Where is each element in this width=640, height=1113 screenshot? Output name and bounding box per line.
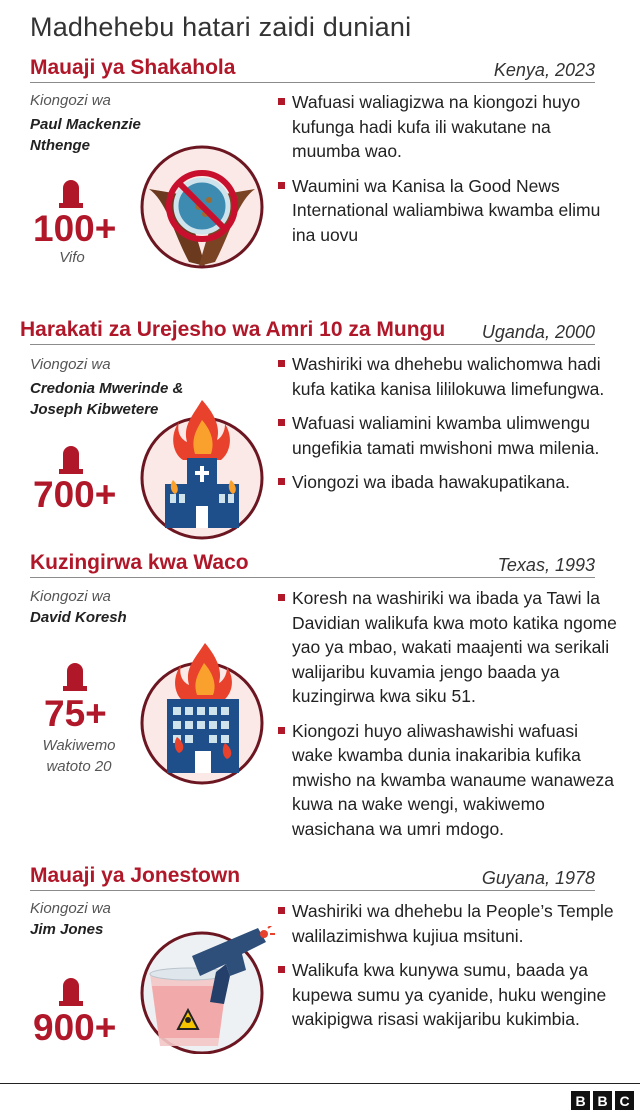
gravestone-icon: [62, 661, 88, 691]
gravestone-icon: [58, 444, 84, 474]
starving-hands-icon: [139, 144, 265, 270]
death-count-note-line-2: watoto 20: [46, 758, 112, 775]
poison-and-gun-icon: [130, 926, 275, 1054]
fact-list: [278, 352, 623, 505]
leader-name-line-1: David Koresh: [30, 609, 127, 626]
section-header: [30, 549, 595, 578]
leader-name-line-1: Jim Jones: [30, 921, 104, 938]
death-count: 75+: [44, 693, 107, 734]
death-count-note-line-1: Wakiwemo: [42, 737, 116, 754]
burning-building-icon: [139, 639, 265, 785]
fact-item: Washiriki wa dhehebu la People’s Temple walilazimishwa kujiua msituni.: [278, 899, 623, 948]
section-title: Mauaji ya Shakahola: [30, 56, 236, 79]
death-count: 900+: [33, 1007, 117, 1048]
fact-list: [278, 90, 623, 257]
leader-label: Kiongozi wa: [30, 900, 111, 917]
section-place-year: Uganda, 2000: [481, 322, 595, 342]
fact-item: Kiongozi huyo aliwashawishi wafuasi wake kwamba dunia inakaribia kufika mwisho na kwamba wanaume wanaweza kuwa na wake wengi, wakiwemo wasichana wa umri mdogo.: [278, 719, 623, 842]
fact-list: [278, 586, 623, 851]
bbc-logo: [571, 1091, 634, 1110]
section-place-year: Guyana, 1978: [481, 868, 595, 888]
section-header: [30, 862, 595, 891]
section-title: Mauaji ya Jonestown: [30, 864, 241, 887]
leader-label: Viongozi wa: [30, 356, 111, 373]
leader-name-line-2: Joseph Kibwetere: [30, 401, 159, 418]
death-count: 700+: [33, 474, 117, 515]
gravestone-icon: [58, 178, 84, 208]
leader-name-line-2: Nthenge: [30, 137, 90, 154]
bbc-logo-letter: C: [615, 1091, 634, 1110]
section-waco: [0, 549, 640, 869]
leader-label: Kiongozi wa: [30, 588, 111, 605]
section-place-year: Texas, 1993: [497, 555, 595, 575]
fact-item: Koresh na washiriki wa ibada ya Tawi la Davidian walikufa kwa moto katika ngome yao ya mbao, wakati maajenti wa serikali walijaribu kuvamia jengo baada ya kuzingirwa kwa siku 51.: [278, 586, 623, 709]
section-place-year: Kenya, 2023: [493, 60, 595, 80]
fact-item: Wafuasi waliagizwa na kiongozi huyo kufunga hadi kufa ili wakutane na muumba wao.: [278, 90, 623, 164]
leader-name-line-1: Credonia Mwerinde &: [30, 380, 184, 397]
page-title: Madhehebu hatari zaidi duniani: [30, 12, 412, 42]
section-ten-commandments: [0, 316, 640, 546]
fact-item: Walikufa kwa kunywa sumu, baada ya kupewa sumu ya cyanide, huku wengine wakipigwa risasi wakijaribu kukimbia.: [278, 958, 623, 1032]
leader-label: Kiongozi wa: [30, 92, 111, 109]
section-title: Harakati za Urejesho wa Amri 10 za Mungu: [20, 318, 446, 341]
bbc-logo-letter: B: [593, 1091, 612, 1110]
gravestone-icon: [58, 976, 84, 1006]
death-count: 100+: [33, 208, 117, 249]
bbc-logo-letter: B: [571, 1091, 590, 1110]
fact-item: Viongozi wa ibada hawakupatikana.: [278, 470, 623, 495]
section-jonestown: [0, 862, 640, 1082]
burning-church-icon: [139, 396, 265, 541]
fact-list: [278, 899, 623, 1042]
fact-item: Washiriki wa dhehebu walichomwa hadi kufa katika kanisa lililokuwa limefungwa.: [278, 352, 623, 401]
section-header: [20, 316, 595, 345]
section-shakahola: [0, 54, 640, 304]
footer-divider: [0, 1083, 640, 1084]
fact-item: Wafuasi waliamini kwamba ulimwengu ungefikia tamati mwishoni mwa milenia.: [278, 411, 623, 460]
fact-item: Waumini wa Kanisa la Good News International waliambiwa kwamba elimu ina uovu: [278, 174, 623, 248]
section-header: [30, 54, 595, 83]
leader-name-line-1: Paul Mackenzie: [30, 116, 141, 133]
death-count-note: Vifo: [59, 249, 85, 266]
section-title: Kuzingirwa kwa Waco: [30, 551, 249, 574]
